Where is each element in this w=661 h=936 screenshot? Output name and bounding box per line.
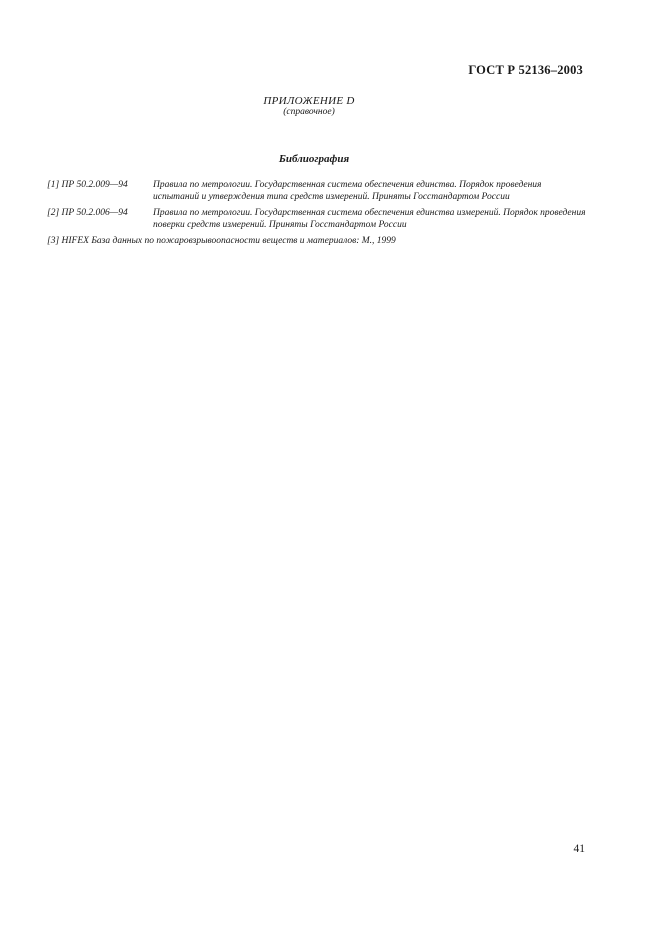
reference-item [47,235,587,247]
standard-number: ГОСТ Р 52136–2003 [468,63,583,77]
reference-item [47,207,587,231]
page-number: 41 [573,843,585,855]
bibliography-heading: Библиография [278,153,350,165]
reference-list [47,179,587,251]
reference-item [47,179,587,203]
reference-text: Правила по метрологии. Государственная система обеспечения единства. Порядок проведения испытаний и утверждения типа средств измерений. Приняты Госстандартом России [153,180,542,202]
reference-code: [1] ПР 50.2.009—94 [47,180,128,190]
appendix-title: ПРИЛОЖЕНИЕ D [263,95,355,107]
appendix-header [0,95,618,118]
reference-code: [3] HIFEX [47,236,92,246]
reference-code: [2] ПР 50.2.006—94 [47,208,128,218]
appendix-note: (справочное) [283,107,335,117]
reference-text: База данных по пожаровзрывоопасности веществ и материалов: М., 1999 [91,236,396,246]
reference-text: Правила по метрологии. Государственная система обеспечения единства измерений. Порядок проведения поверки средств измерений. Приняты Госстандартом России [153,208,586,230]
